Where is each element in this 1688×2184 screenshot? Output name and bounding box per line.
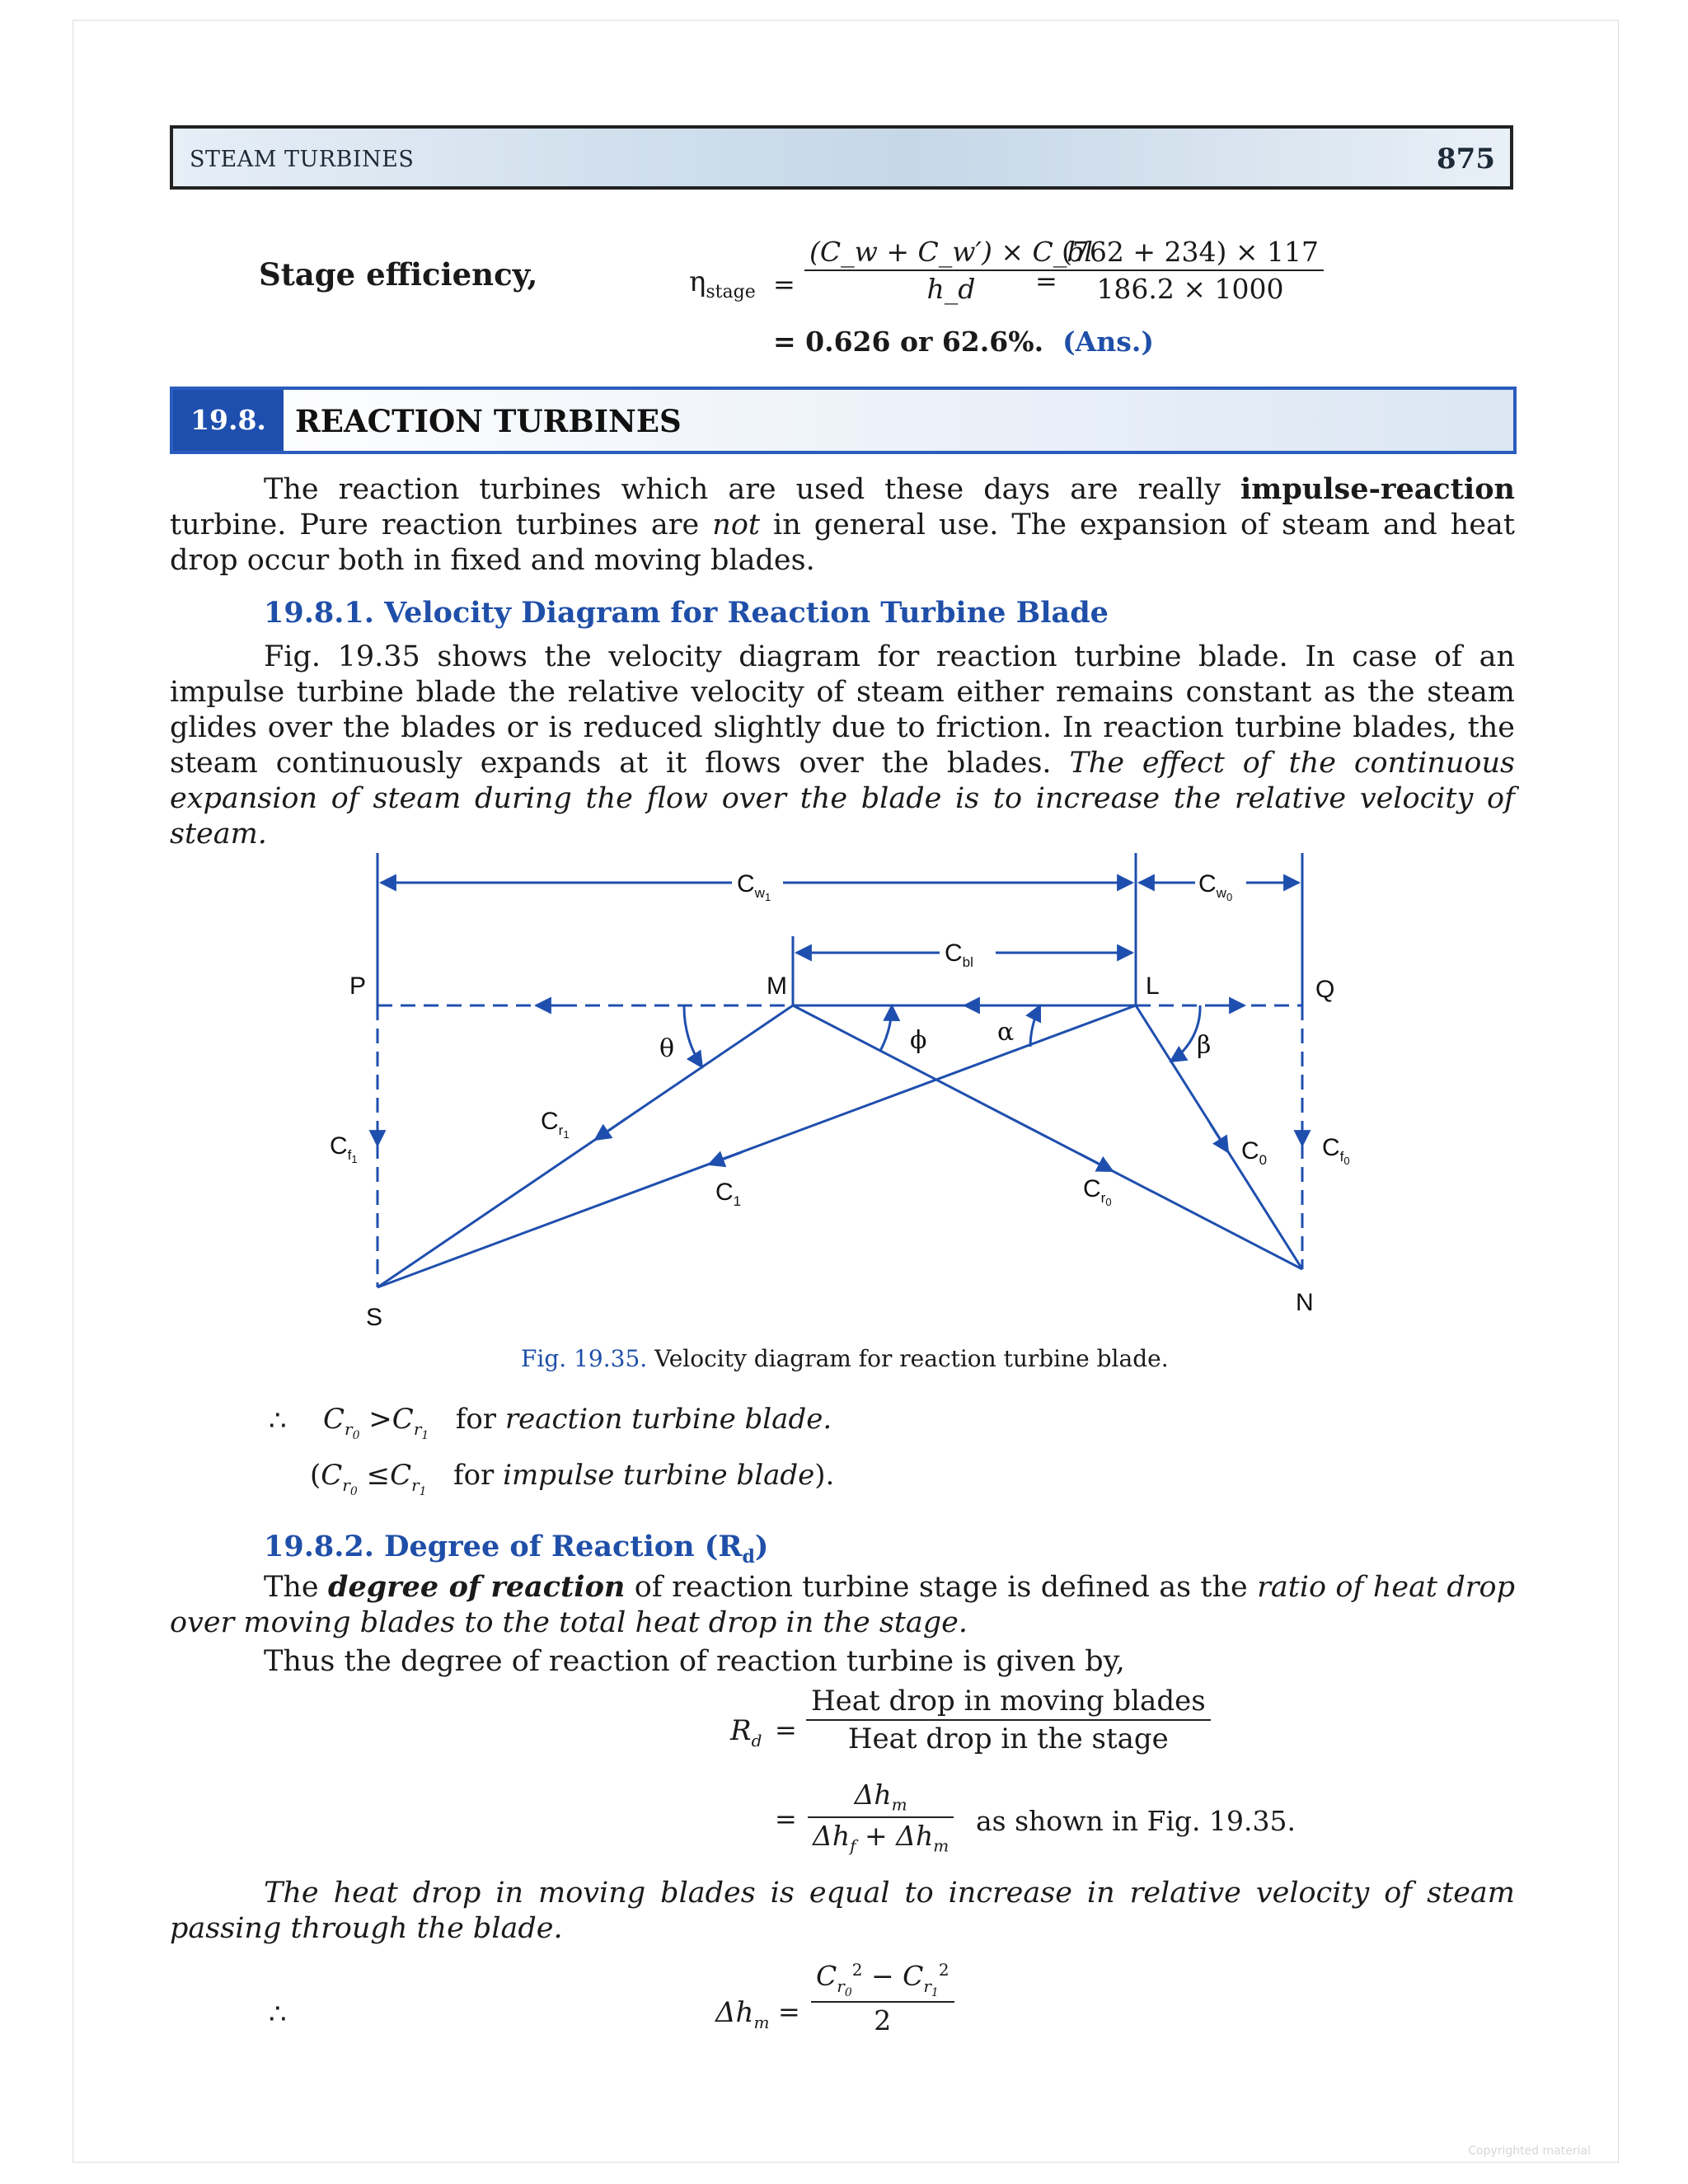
label-cr1: $C_r1$ [541, 1108, 570, 1141]
therefore-symbol-1: ∴ [269, 1404, 287, 1437]
label-c1: $C_1$ [715, 1179, 742, 1209]
efficiency-numeric: $\frac{(762 + 234) \times 117}{186.2 \times 1000}$ [1057, 236, 1324, 305]
answer-tag: (Ans.) [1062, 326, 1154, 358]
cr0-line [793, 1005, 1302, 1269]
rd-fraction: $\frac{\text{Heat drop in moving blades}}{\text{Heat drop in the stage}}$ [806, 1685, 1211, 1755]
angle-phi: ϕ [910, 1026, 927, 1055]
label-cw0: $C_w0$ [1198, 870, 1233, 903]
angle-alpha: α [997, 1018, 1015, 1047]
subsection-velocity-diagram: 19.8.1. Velocity Diagram for Reaction Turbine Blade [264, 596, 1109, 630]
label-cf0: $C_f0$ [1322, 1134, 1350, 1167]
cr1-line [377, 1005, 793, 1287]
rd-equals: = [775, 1714, 797, 1746]
angle-theta: θ [659, 1034, 675, 1063]
paragraph-velocity: Fig. 19.35 shows the velocity diagram for reaction turbine blade. In case of an impulse turbine blade the relative velocity of steam either remains constant as the steam glides over the blades or is reduced slightly due to friction. In reaction turbine blades, the steam continuously expands at it flows over the blades. The effect of the continuous expansion of steam during the flow over the blade is to increase the relative velocity of steam. [170, 640, 1516, 851]
angle-beta: β [1197, 1031, 1212, 1060]
rd-note: as shown in Fig. 19.35. [976, 1805, 1296, 1837]
rd-delta-fraction: $\frac{\Delta h_m}{\Delta h_f + \Delta h_m}$ [808, 1779, 954, 1855]
equals-sign-2: = [1035, 265, 1057, 297]
efficiency-formula: $\frac{(C\_w + C\_w') \times C\_bl}{h\_d}$ [804, 236, 1098, 305]
rd-symbol: $R_d$ [730, 1714, 762, 1750]
paragraph-degree-definition: The degree of reaction of reaction turbine stage is defined as the ratio of heat drop over moving blades to the total heat drop in the stage. [170, 1570, 1515, 1639]
label-cf1: $C_f1$ [330, 1132, 358, 1165]
inequality-reaction: $C_{r_0} >C_{r_1}$ for reaction turbine blade. [323, 1403, 832, 1442]
beta-arc [1170, 1005, 1200, 1062]
therefore-symbol-2: ∴ [269, 1998, 287, 2031]
efficiency-result: = 0.626 or 62.6%. (Ans.) [773, 326, 1154, 358]
dhm-equals: = [778, 1996, 800, 2027]
stage-efficiency-label: Stage efficiency, [259, 256, 538, 293]
rd-equals-2: = [775, 1803, 797, 1835]
paragraph-intro: The reaction turbines which are used these days are really impulse-reaction turbine. Pure reaction turbines are not in general use. The expansion of steam and heat drop occur both in fixed and moving blades. [170, 472, 1515, 577]
subsection-degree-of-reaction: 19.8.2. Degree of Reaction $(R_d)$ [264, 1530, 769, 1568]
c1-line [377, 1005, 1136, 1287]
label-c0: $C_0$ [1241, 1137, 1268, 1168]
inequality-impulse: ($C_{r_0} \le C_{r_1}$ for impulse turbine blade). [310, 1459, 835, 1498]
dhm-symbol: $\Delta h_m$ [715, 1996, 770, 2032]
page-number: 875 [1437, 143, 1495, 176]
point-m: M [767, 972, 787, 1000]
paragraph-heat-drop: The heat drop in moving blades is equal to increase in relative velocity of steam passing through the blade. [170, 1877, 1515, 1945]
eta-symbol: $\eta_{stage}$ [689, 265, 756, 302]
theta-arc [684, 1005, 702, 1067]
point-q: Q [1315, 976, 1335, 1003]
header-title: STEAM TURBINES [190, 147, 415, 172]
point-n: N [1296, 1289, 1314, 1316]
phi-arc [880, 1005, 892, 1051]
point-l: L [1146, 972, 1160, 1000]
copyright-watermark: Copyrighted material [1468, 2144, 1591, 2158]
equals-sign: = [773, 269, 795, 300]
figure-caption: Fig. 19.35. Velocity diagram for reaction turbine blade. [521, 1345, 1169, 1372]
section-title: REACTION TURBINES [295, 403, 682, 439]
caption-label: Fig. 19.35. [521, 1345, 648, 1372]
point-p: P [349, 972, 367, 1000]
label-cr0: $C_r0$ [1083, 1175, 1112, 1208]
label-cw1: $C_w1$ [737, 870, 771, 903]
label-cbl: $C_{bl}$ [945, 940, 973, 970]
dhm-fraction: $\frac{C_{r_0}^2 - C_{r_1}^2}{2}$ [811, 1960, 954, 2036]
section-number: 19.8. [173, 390, 284, 451]
paragraph-given-by: Thus the degree of reaction of reaction turbine is given by, [264, 1645, 1125, 1678]
point-s: S [366, 1304, 383, 1331]
